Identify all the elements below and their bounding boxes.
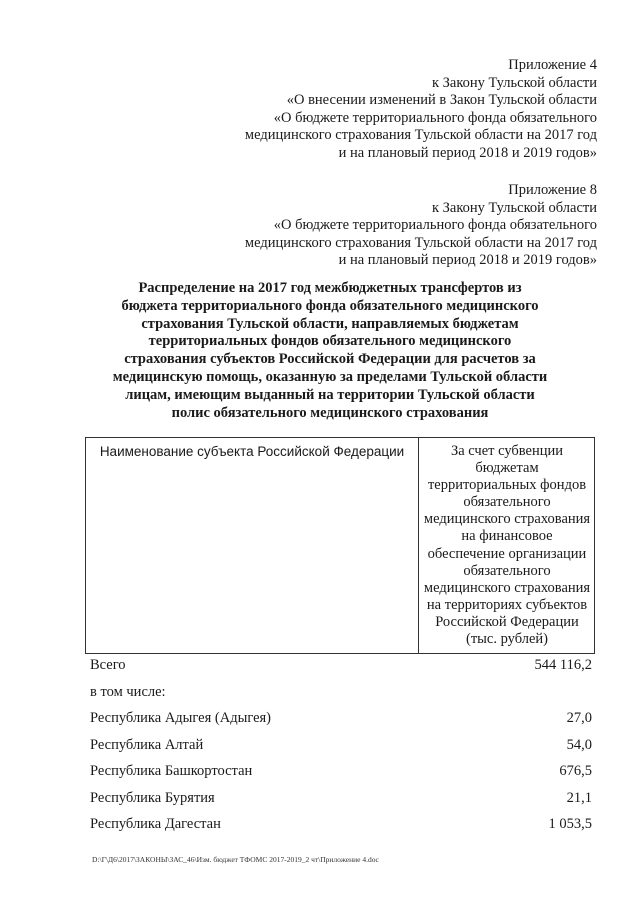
amount-header-line: территориальных фондов xyxy=(427,477,587,494)
table-row xyxy=(90,761,592,781)
title-line: медицинскую помощь, оказанную за пределами Тульской области xyxy=(112,368,548,385)
row-value: 544 116,2 xyxy=(534,657,592,673)
appendix-4-line: Приложение 4 xyxy=(508,57,597,73)
row-name: Республика Адыгея (Адыгея) xyxy=(90,710,272,726)
column-header-amount xyxy=(419,443,595,648)
row-name: Республика Бурятия xyxy=(90,790,215,806)
row-name: в том числе: xyxy=(90,684,166,700)
amount-header-line: Российской Федерации xyxy=(435,613,579,630)
amount-header-line: медицинского страхования xyxy=(423,579,591,596)
row-value: 54,0 xyxy=(566,737,592,753)
file-path-footer: D:\Г\Д6\2017\ЗАКОНЫ\ЗАС_46\Изм. бюджет ТФОМС 2017-2019_2 чт\Приложение 4.doc xyxy=(92,855,379,864)
appendix-8-line: к Закону Тульской области xyxy=(431,199,597,216)
row-value: 1 053,5 xyxy=(548,816,592,832)
appendix-8-line: «О бюджете территориального фонда обязательного xyxy=(273,217,597,234)
column-header-subject-name: Наименование субъекта Российской Федерации xyxy=(99,444,405,459)
table-row xyxy=(90,735,592,755)
row-value: 21,1 xyxy=(566,790,592,806)
table-header xyxy=(85,437,595,654)
row-value: 676,5 xyxy=(559,763,592,779)
title-line: страхования Тульской области, направляемых бюджетам xyxy=(141,315,519,332)
appendix-4-header xyxy=(245,57,597,163)
amount-header-line: на территориях субъектов xyxy=(426,596,588,613)
amount-header-line: (тыс. рублей) xyxy=(466,631,548,648)
appendix-4-line: медицинского страхования Тульской области на 2017 год xyxy=(244,127,597,144)
table-row xyxy=(90,708,592,728)
table-row xyxy=(90,682,592,702)
row-value: 27,0 xyxy=(566,710,592,726)
amount-header-line: обязательного xyxy=(463,494,551,511)
amount-header-line: бюджетам xyxy=(475,460,539,477)
title-line: полис обязательного медицинского страхования xyxy=(171,404,489,421)
row-name: Республика Алтай xyxy=(90,737,204,753)
amount-header-line: обязательного xyxy=(463,562,551,579)
row-name: Всего xyxy=(90,657,126,673)
appendix-4-line: к Закону Тульской области xyxy=(431,74,597,91)
row-name: Республика Башкортостан xyxy=(90,763,253,779)
title-line: территориальных фондов обязательного медицинского xyxy=(148,333,512,350)
amount-header-line: обеспечение организации xyxy=(427,545,587,562)
title-line: бюджета территориального фонда обязательного медицинского xyxy=(121,297,539,314)
appendix-4-line: «О бюджете территориального фонда обязательного xyxy=(273,109,597,126)
title-line: Распределение на 2017 год межбюджетных трансфертов из xyxy=(138,280,522,296)
table-row xyxy=(90,655,592,675)
appendix-4-line: «О внесении изменений в Закон Тульской области xyxy=(286,92,597,109)
title-line: лицам, имеющим выданный на территории Тульской области xyxy=(125,386,535,403)
title-line: страхования субъектов Российской Федерации для расчетов за xyxy=(124,351,536,368)
row-name: Республика Дагестан xyxy=(90,816,221,832)
appendix-8-line: медицинского страхования Тульской области на 2017 год xyxy=(244,234,597,251)
appendix-8-header xyxy=(245,182,597,270)
amount-header-line: на финансовое xyxy=(461,528,553,545)
appendix-8-line: и на плановый период 2018 и 2019 годов» xyxy=(338,252,597,269)
document-title xyxy=(100,280,560,422)
amount-header-line: медицинского страхования xyxy=(423,511,591,528)
appendix-8-line: Приложение 8 xyxy=(508,182,597,198)
table-row xyxy=(90,788,592,808)
amount-header-line: За счет субвенции xyxy=(450,443,564,459)
appendix-4-line: и на плановый период 2018 и 2019 годов» xyxy=(338,144,597,161)
table-row xyxy=(90,814,592,834)
